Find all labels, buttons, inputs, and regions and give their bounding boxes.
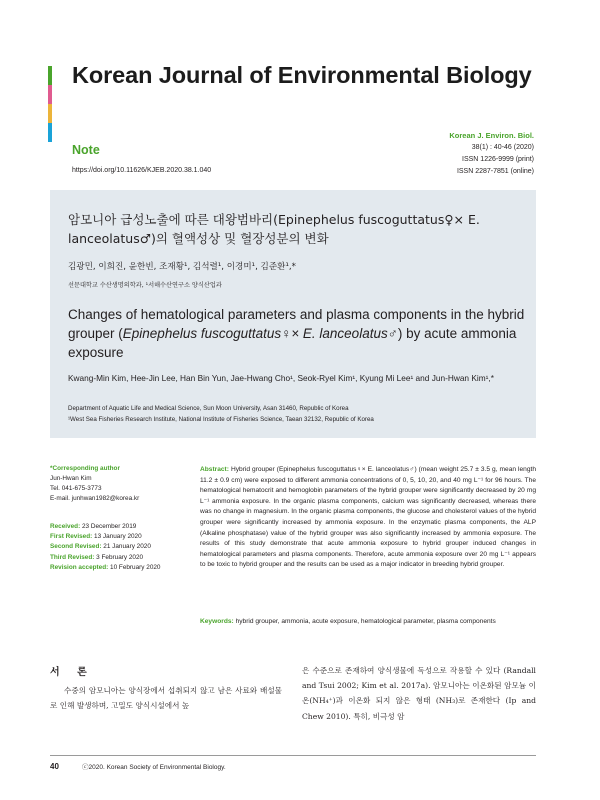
corresponding-email[interactable]: E-mail. junhwan1982@korea.kr bbox=[50, 495, 140, 502]
article-type-label: Note bbox=[72, 143, 100, 157]
journal-title: Korean Journal of Environmental Biology bbox=[72, 62, 532, 88]
keywords bbox=[200, 617, 536, 628]
page-number: 40 bbox=[50, 762, 59, 771]
korean-affiliation: 선문대학교 수산생명의학과, ¹서해수산연구소 양식산업과 bbox=[68, 282, 222, 289]
citation-volume: 38(1) : 40-46 (2020) bbox=[471, 144, 534, 151]
date-second-revised: Second Revised: 21 January 2020 bbox=[50, 543, 151, 551]
date-third-revised: Third Revised: 3 February 2020 bbox=[50, 553, 144, 561]
english-title bbox=[68, 305, 528, 362]
date-first-revised: First Revised: 13 January 2020 bbox=[50, 533, 142, 541]
journal-color-bar bbox=[48, 66, 52, 142]
history-dates bbox=[50, 522, 200, 573]
doi-link[interactable]: https://doi.org/10.11626/KJEB.2020.38.1.040 bbox=[72, 167, 212, 174]
citation-journal: Korean J. Environ. Biol. bbox=[449, 131, 534, 140]
date-received: Received: 23 December 2019 bbox=[50, 523, 137, 530]
color-bar-green bbox=[48, 66, 52, 85]
citation-issn-online: ISSN 2287-7851 (online) bbox=[456, 168, 534, 175]
corresponding-name: Jun-Hwan Kim bbox=[50, 475, 92, 482]
corresponding-label: *Corresponding author bbox=[50, 465, 120, 472]
corresponding-tel: Tel. 041-675-3773 bbox=[50, 485, 102, 492]
english-title-part-2: ) by acute ammonia exposure bbox=[68, 326, 517, 360]
corresponding-author-block bbox=[50, 464, 190, 504]
korean-authors: 김광민, 이희진, 윤한빈, 조재황¹, 김석렬¹, 이경미¹, 김준환¹,* bbox=[68, 262, 296, 272]
color-bar-blue bbox=[48, 123, 52, 142]
english-authors: Kwang-Min Kim, Hee-Jin Lee, Han Bin Yun, Jae-Hwang Cho¹, Seok-Ryel Kim¹, Kyung Mi Lee¹ and Jun-Hwan Kim¹,* bbox=[68, 373, 494, 383]
color-bar-yellow bbox=[48, 104, 52, 123]
keywords-text: hybrid grouper, ammonia, acute exposure, hematological parameter, plasma components bbox=[235, 618, 496, 625]
english-title-species: Epinephelus fuscoguttatus♀× E. lanceolatus♂ bbox=[122, 326, 398, 341]
date-accepted: Revision accepted: 10 February 2020 bbox=[50, 563, 161, 571]
section-heading-introduction: 서 론 bbox=[50, 667, 94, 678]
abstract-label: Abstract: bbox=[200, 466, 229, 473]
abstract-text: Hybrid grouper (Epinephelus fuscoguttatus♀× E. lanceolatus♂) (mean weight 25.7 ± 3.5 g, mean length 11.2 ± 0.9 cm) were exposed to different ammonia concentrations of 0, 5, 10, 20, and 40 mg L⁻¹ for 96 hours. The hematological hematocrit and hemoglobin parameters of the hybrid grouper were significantly decreased by 20 mg L⁻¹ ammonia exposure. In the organic plasma components, calcium was significantly decreased, whereas there was no change in magnesium. In the organic plasma components, the glucose and cholesterol values of the hybrid grouper were significantly increased by ammonia exposure. In the enzymatic plasma components, the ALP (Alkaline phosphatase) value of the hybrid grouper was also significantly increased by ammonia exposure. The results of this study demonstrate that acute ammonia exposure to hybrid grouper induced changes in hematological parameters and plasma components. Therefore, acute ammonia exposure over 20 mg L⁻¹ appears to be toxic to hybrid grouper and the results can be used as a major indicator in breeding hybrid grouper. bbox=[200, 466, 536, 569]
affiliation-1: Department of Aquatic Life and Medical Science, Sun Moon University, Asan 31460, Republic of Korea bbox=[68, 405, 349, 412]
body-right-column: 은 수준으로 존재하여 양식생물에 독성으로 작용할 수 있다 (Randall and Tsui 2002; Kim et al. 2017a). 암모니아는 이온화된 암모늄 이온(NH₄⁺)과 이온화 되지 않은 형태 (NH₃)로 존재한다 (Ip and Chew 2010). 특히, 비극성 암 bbox=[302, 666, 536, 721]
copyright-notice: ⓒ2020. Korean Society of Environmental Biology. bbox=[82, 764, 226, 771]
body-left-column: 수중의 암모니아는 양식장에서 섭취되지 않고 남은 사료와 배설물로 인해 발생하며, 고밀도 양식시설에서 높 bbox=[50, 686, 282, 710]
abstract bbox=[200, 465, 536, 571]
color-bar-pink bbox=[48, 85, 52, 104]
korean-title: 암모니아 급성노출에 따른 대왕범바리(Epinephelus fuscoguttatus♀× E. lanceolatus♂)의 혈액성상 및 혈장성분의 변화 bbox=[68, 212, 480, 246]
english-title-part-1: Changes of hematological parameters and plasma components in the hybrid grouper ( bbox=[68, 307, 525, 341]
english-affiliations bbox=[68, 403, 528, 425]
citation-block bbox=[449, 130, 534, 178]
footer-divider bbox=[50, 755, 536, 756]
affiliation-2: ¹West Sea Fisheries Research Institute, National Institute of Fisheries Science, Taean 32132, Republic of Korea bbox=[68, 416, 374, 423]
keywords-label: Keywords: bbox=[200, 618, 234, 625]
citation-issn-print: ISSN 1226-9999 (print) bbox=[462, 156, 534, 163]
